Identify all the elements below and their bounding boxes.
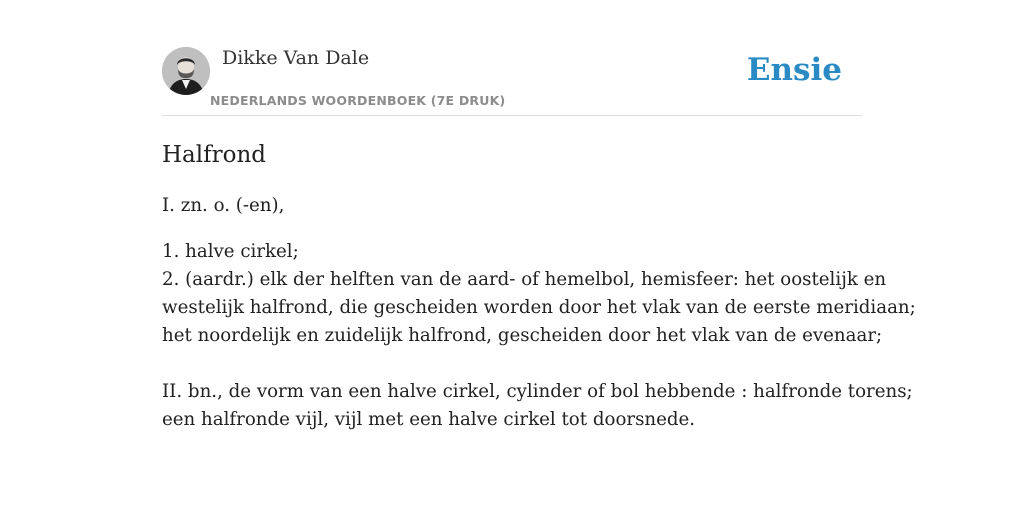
definition-line: I. zn. o. (-en),: [162, 195, 285, 216]
card-header: [162, 0, 862, 116]
ensie-logo[interactable]: Ensie: [746, 52, 842, 88]
definition-card: [162, 0, 916, 512]
source-label[interactable]: NEDERLANDS WOORDENBOEK (7E DRUK): [210, 93, 506, 108]
definition-line: II. bn., de vorm van een halve cirkel, cylinder of bol hebbende : halfronde torens;: [162, 381, 913, 402]
definition-line: 2. (aardr.) elk der helften van de aard- of hemelbol, hemisfeer: het oostelijk en: [162, 269, 887, 290]
definition-line: westelijk halfrond, die gescheiden worden door het vlak van de eerste meridiaan;: [162, 297, 916, 318]
entry-title: Halfrond: [162, 142, 267, 168]
definition-line: 1. halve cirkel;: [162, 241, 299, 262]
entry-definition: [162, 192, 916, 434]
author-name[interactable]: Dikke Van Dale: [222, 47, 370, 69]
paragraph-gap: [162, 350, 862, 378]
author-avatar[interactable]: [162, 47, 210, 95]
definition-line: het noordelijk en zuidelijk halfrond, gescheiden door het vlak van de evenaar;: [162, 325, 883, 346]
definition-line: een halfronde vijl, vijl met een halve cirkel tot doorsnede.: [162, 409, 696, 430]
person-portrait-icon: [162, 47, 210, 95]
paragraph-gap: [162, 220, 862, 238]
